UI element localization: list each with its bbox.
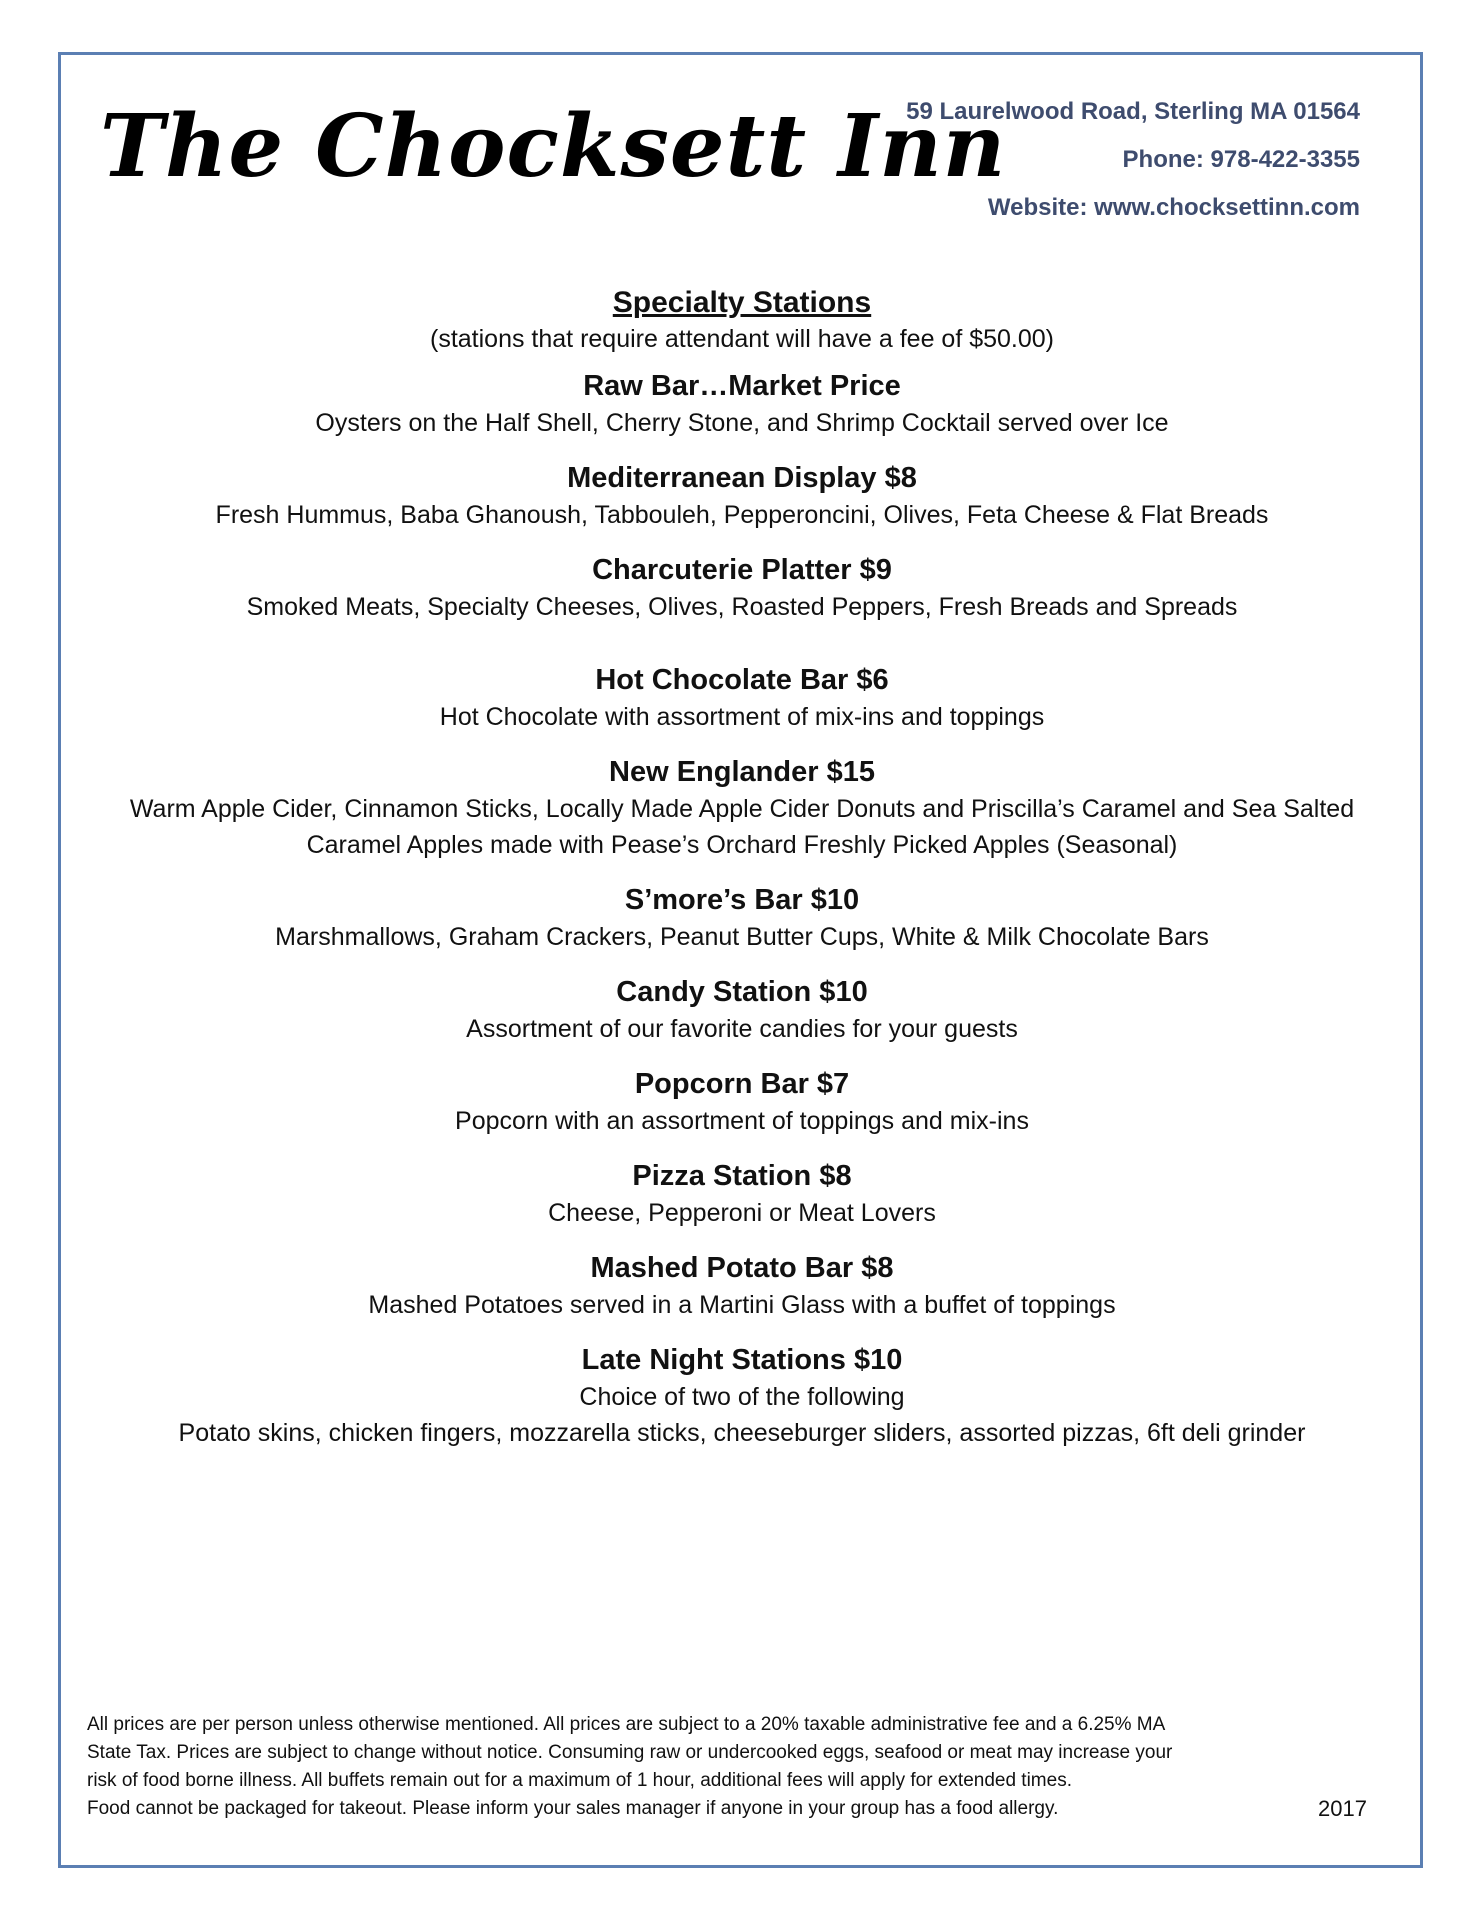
- footer-line: Food cannot be packaged for takeout. Please inform your sales manager if anyone in your group has a food allergy.: [87, 1798, 1059, 1819]
- item-name: Mediterranean Display $8: [567, 462, 917, 494]
- item-name: Charcuterie Platter $9: [592, 554, 892, 586]
- phone: Phone: 978-422-3355: [1122, 146, 1360, 173]
- footer-year: 2017: [1318, 1796, 1367, 1821]
- menu-items: [80, 367, 1404, 1451]
- menu-item: [80, 367, 1404, 441]
- item-description-line: Assortment of our favorite candies for your guests: [466, 1015, 1018, 1043]
- item-name: S’more’s Bar $10: [624, 884, 860, 916]
- item-description-line: Cheese, Pepperoni or Meat Lovers: [548, 1199, 936, 1227]
- item-description-line: Caramel Apples made with Pease’s Orchard Freshly Picked Apples (Seasonal): [306, 831, 1178, 859]
- website: Website: www.chocksettinn.com: [987, 194, 1360, 221]
- menu-subtitle: (stations that require attendant will have a fee of $50.00): [430, 325, 1054, 353]
- footer-notes: [87, 1711, 1367, 1823]
- menu-item: [80, 661, 1404, 735]
- menu-item: [80, 1065, 1404, 1139]
- item-name: Raw Bar…Market Price: [583, 370, 901, 402]
- address: 59 Laurelwood Road, Sterling MA 01564: [906, 98, 1360, 125]
- item-description-line: Mashed Potatoes served in a Martini Glass with a buffet of toppings: [368, 1291, 1116, 1319]
- contact-block: [906, 88, 1360, 232]
- item-description-line: Hot Chocolate with assortment of mix-ins and toppings: [439, 703, 1045, 731]
- item-name: Candy Station $10: [616, 976, 868, 1008]
- item-description: [80, 1011, 1404, 1047]
- menu-item: [80, 1157, 1404, 1231]
- item-description: [80, 1195, 1404, 1231]
- logo: The Chocksett Inn: [100, 96, 1007, 197]
- item-description: [80, 919, 1404, 955]
- item-description-line: Choice of two of the following: [579, 1383, 905, 1411]
- item-description-line: Oysters on the Half Shell, Cherry Stone, and Shrimp Cocktail served over Ice: [315, 409, 1169, 437]
- menu-item: [80, 1341, 1404, 1451]
- item-description: [80, 699, 1404, 735]
- item-description-line: Popcorn with an assortment of toppings and mix-ins: [455, 1107, 1029, 1135]
- item-name: Mashed Potato Bar $8: [590, 1252, 894, 1284]
- menu-item: [80, 973, 1404, 1047]
- item-description-line: Fresh Hummus, Baba Ghanoush, Tabbouleh, Pepperoncini, Olives, Feta Cheese & Flat Breads: [215, 501, 1269, 529]
- item-description-line: Smoked Meats, Specialty Cheeses, Olives, Roasted Peppers, Fresh Breads and Spreads: [246, 593, 1238, 621]
- footer-line: risk of food borne illness. All buffets remain out for a maximum of 1 hour, additional fees will apply for extended times.: [87, 1770, 1072, 1791]
- footer-line: State Tax. Prices are subject to change without notice. Consuming raw or undercooked eggs, seafood or meat may increase your: [87, 1742, 1173, 1763]
- item-description: [80, 405, 1404, 441]
- item-name: Popcorn Bar $7: [634, 1068, 850, 1100]
- menu-item: [80, 753, 1404, 863]
- item-description: [80, 1287, 1404, 1323]
- menu-item: [80, 459, 1404, 533]
- menu-item: [80, 551, 1404, 625]
- item-name: Late Night Stations $10: [581, 1344, 903, 1376]
- footer-line: All prices are per person unless otherwise mentioned. All prices are subject to a 20% taxable administrative fee and a 6.25% MA: [87, 1714, 1166, 1735]
- item-description-line: Marshmallows, Graham Crackers, Peanut Butter Cups, White & Milk Chocolate Bars: [275, 923, 1209, 951]
- item-name: Pizza Station $8: [632, 1160, 852, 1192]
- item-description-line: Potato skins, chicken fingers, mozzarella sticks, cheeseburger sliders, assorted pizzas, 6ft deli grinder: [178, 1419, 1306, 1447]
- footer: [87, 1711, 1367, 1823]
- item-name: Hot Chocolate Bar $6: [595, 664, 889, 696]
- menu: [80, 285, 1404, 1469]
- menu-item: [80, 881, 1404, 955]
- item-name: New Englander $15: [609, 756, 875, 788]
- menu-title: Specialty Stations: [612, 286, 872, 319]
- menu-item: [80, 1249, 1404, 1323]
- item-description: [80, 589, 1404, 625]
- item-description-line: Warm Apple Cider, Cinnamon Sticks, Locally Made Apple Cider Donuts and Priscilla’s Caramel and Sea Salted: [129, 795, 1355, 823]
- item-description: [80, 1379, 1404, 1451]
- item-description: [80, 1103, 1404, 1139]
- item-description: [80, 497, 1404, 533]
- item-description: [80, 791, 1404, 863]
